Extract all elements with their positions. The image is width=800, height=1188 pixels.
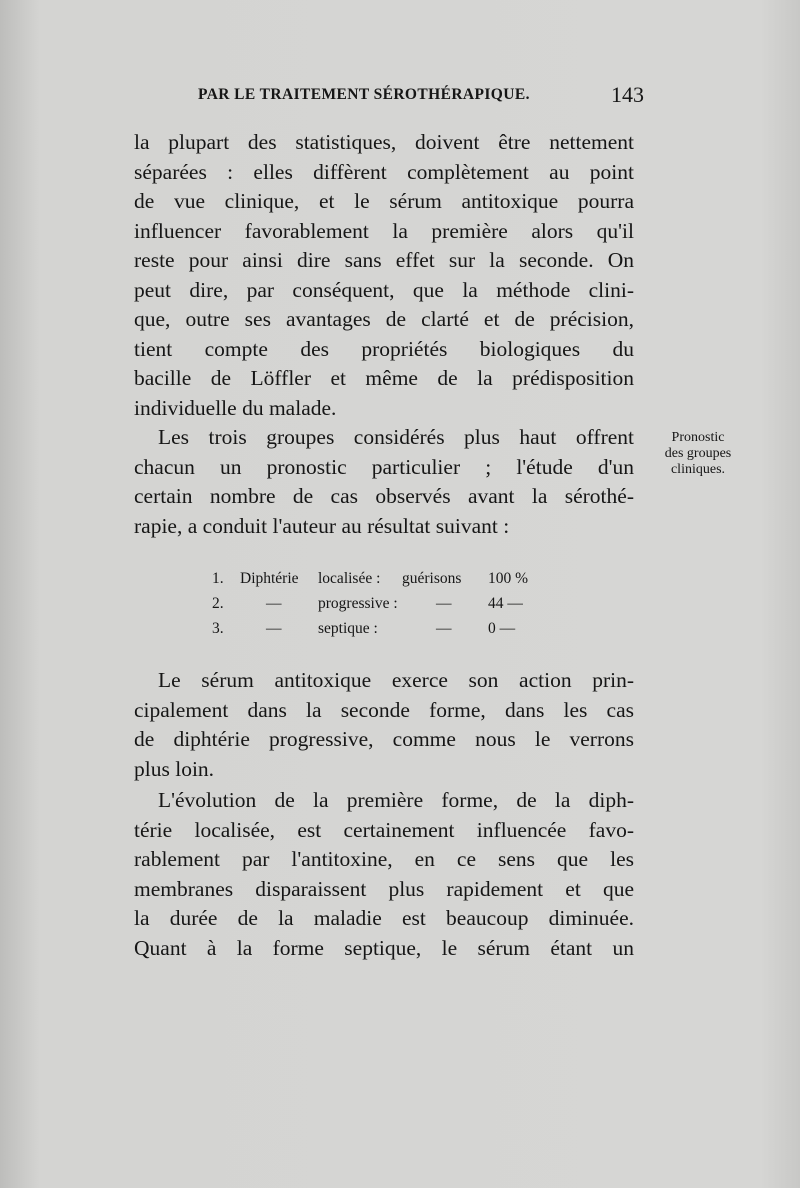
prognosis-table — [212, 570, 552, 645]
text-line: individuelle du malade. — [134, 395, 337, 420]
text-line: certain nombre de cas observés avant la sérothé- — [134, 484, 634, 508]
text-line: Le sérum antitoxique exerce son action prin- — [158, 668, 634, 692]
text-line: membranes disparaissent plus rapidement et que — [134, 876, 634, 901]
row-form: localisée : — [318, 570, 381, 587]
row-value: 44 — — [488, 595, 523, 612]
row-form: progressive : — [318, 595, 398, 612]
text-line: de diphtérie progressive, comme nous le verrons — [134, 727, 634, 751]
running-header — [198, 82, 644, 107]
row-form: septique : — [318, 620, 378, 637]
margin-note-line: des groupes — [664, 446, 732, 461]
text-line: séparées : elles diffèrent complètement au point — [134, 159, 634, 184]
text-line: peut dire, par conséquent, que la méthode clini- — [134, 277, 634, 302]
row-name: — — [266, 595, 282, 612]
margin-note-line: Pronostic — [671, 430, 725, 445]
row-label: — — [436, 595, 452, 612]
page-number: 143 — [611, 82, 644, 107]
paragraph-4 — [134, 786, 634, 963]
margin-note-line: cliniques. — [670, 462, 726, 477]
paragraph-1 — [134, 128, 634, 423]
text-line: la plupart des statistiques, doivent être nettement — [134, 130, 634, 154]
text-line: tient compte des propriétés biologiques du — [134, 336, 634, 361]
text-line: que, outre ses avantages de clarté et de précision, — [134, 307, 634, 331]
row-number: 2. — [212, 595, 224, 612]
text-line: bacille de Löffler et même de la prédisposition — [134, 366, 634, 390]
text-line: Les trois groupes considérés plus haut offrent — [158, 425, 634, 449]
text-line: cipalement dans la seconde forme, dans les cas — [134, 697, 634, 722]
table-row — [212, 620, 552, 645]
row-value: 0 — — [488, 620, 516, 637]
row-value: 100 % — [488, 570, 529, 587]
text-line: rapie, a conduit l'auteur au résultat suivant : — [134, 513, 510, 538]
text-line: de vue clinique, et le sérum antitoxique pourra — [134, 189, 634, 213]
text-line: la durée de la maladie est beaucoup diminuée. — [134, 906, 634, 930]
text-line: influencer favorablement la première alors qu'il — [134, 218, 634, 243]
text-line: chacun un pronostic particulier ; l'étude d'un — [134, 454, 634, 479]
row-number: 3. — [212, 620, 224, 637]
text-line: plus loin. — [134, 756, 215, 781]
row-name: Diphtérie — [240, 570, 299, 587]
row-name: — — [266, 620, 282, 637]
row-label: guérisons — [402, 570, 462, 587]
text-line: térie localisée, est certainement influencée favo- — [134, 817, 634, 842]
text-line: L'évolution de la première forme, de la diph- — [158, 788, 634, 812]
text-line: reste pour ainsi dire sans effet sur la seconde. On — [134, 248, 634, 272]
paragraph-3 — [134, 666, 634, 784]
running-title: PAR LE TRAITEMENT SÉROTHÉRAPIQUE. — [198, 86, 530, 103]
text-line: rablement par l'antitoxine, en ce sens que les — [134, 847, 634, 871]
paragraph-2 — [134, 423, 634, 541]
row-label: — — [436, 620, 452, 637]
table-row — [212, 570, 552, 595]
row-number: 1. — [212, 570, 224, 587]
table-row — [212, 595, 552, 620]
margin-note — [650, 430, 746, 478]
text-line: Quant à la forme septique, le sérum étant un — [134, 935, 634, 960]
